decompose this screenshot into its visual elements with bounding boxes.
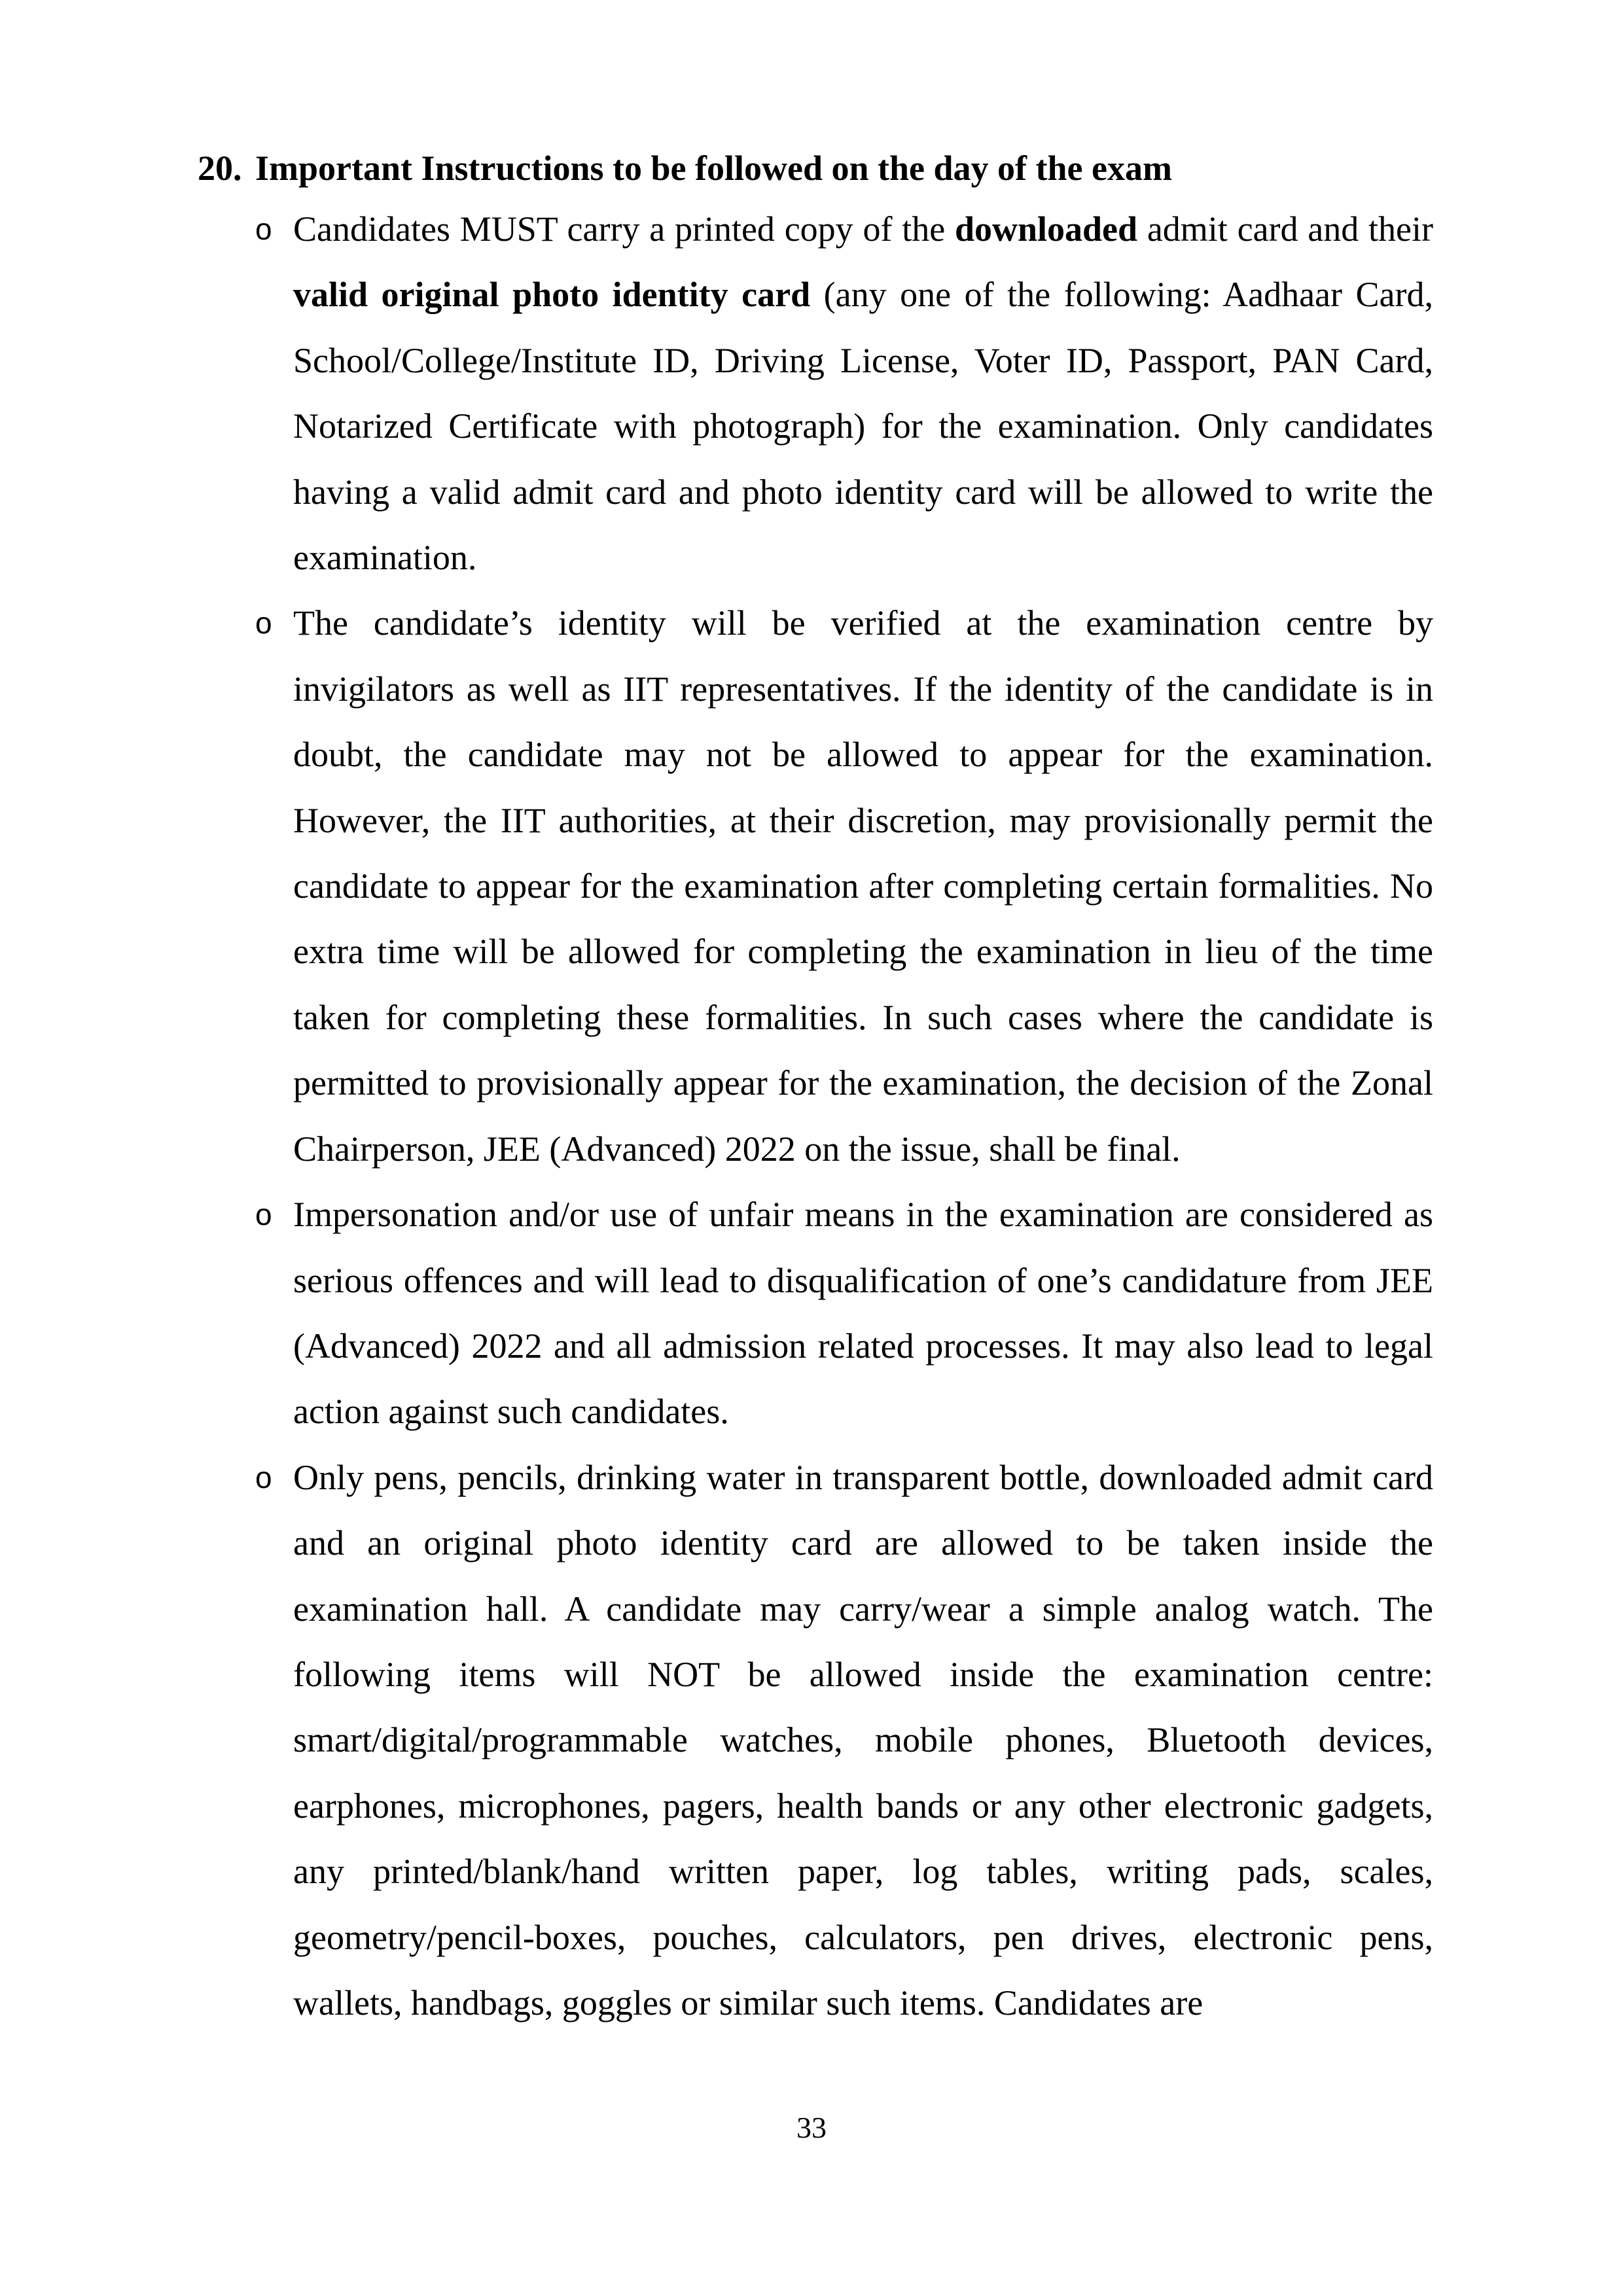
instruction-item-identity-verification xyxy=(255,590,1433,1182)
instruction-text: Only pens, pencils, drinking water in transparent bottle, downloaded admit card and an original photo identity card are allowed to be taken inside the examination hall. A candidate may carry/wear a simple analog watch. The following items will NOT be allowed inside the examination centre: smart/digital/programmable watches, mobile phones, Bluetooth devices, earphones, microphones, pagers, health bands or any other electronic gadgets, any printed/blank/hand written paper, log tables, writing pads, scales, geometry/pencil-boxes, pouches, calculators, pen drives, electronic pens, wallets, handbags, goggles or similar such items. Candidates are xyxy=(293,1457,1433,2022)
bullet-marker: o xyxy=(255,606,272,641)
instruction-text: admit card and their xyxy=(1137,209,1433,249)
section-title: Important Instructions to be followed on the day of the exam xyxy=(255,149,1172,188)
page-number: 33 xyxy=(796,2111,827,2144)
instruction-item-admit-card xyxy=(255,196,1433,590)
instruction-text: Candidates MUST carry a printed copy of the xyxy=(293,209,955,249)
instruction-text: (any one of the following: Aadhaar Card, School/College/Institute ID, Driving License, Voter ID, Passport, PAN Card, Notarized Certificate with photograph) for the examination. Only candidates having a valid admit card and photo identity card will be allowed to write the examination. xyxy=(293,275,1433,578)
instruction-text: The candidate’s identity will be verified at the examination centre by invigilators as well as IIT representatives. If the identity of the candidate is in doubt, the candidate may not be allowed to appear for the examination. However, the IIT authorities, at their discretion, may provisionally permit the candidate to appear for the examination after completing certain formalities. No extra time will be allowed for completing the examination in lieu of the time taken for completing these formalities. In such cases where the candidate is permitted to provisionally appear for the examination, the decision of the Zonal Chairperson, JEE (Advanced) 2022 on the issue, shall be final. xyxy=(293,603,1433,1169)
bullet-marker: o xyxy=(255,1197,272,1232)
bullet-marker: o xyxy=(255,1460,272,1494)
instruction-bold-text: downloaded xyxy=(954,209,1138,249)
section-number: 20. xyxy=(198,149,242,188)
section-heading xyxy=(198,145,1172,191)
instruction-list xyxy=(255,196,1433,2036)
instruction-bold-text: valid original photo identity card xyxy=(293,275,811,315)
instruction-item-allowed-items xyxy=(255,1445,1433,2036)
instruction-item-impersonation xyxy=(255,1182,1433,1445)
bullet-marker: o xyxy=(255,212,272,246)
instruction-text: Impersonation and/or use of unfair means in the examination are considered as serious offences and will lead to disqualification of one’s candidature from JEE (Advanced) 2022 and all admission related processes. It may also lead to legal action against such candidates. xyxy=(293,1195,1433,1432)
